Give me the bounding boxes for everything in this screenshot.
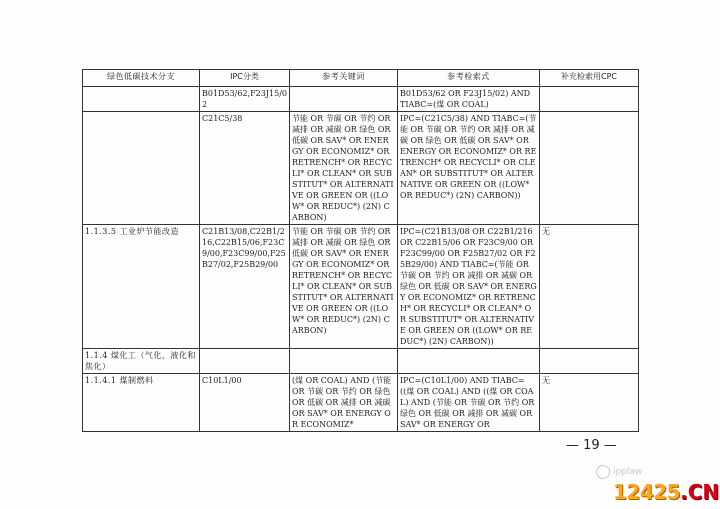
site-logo[interactable] [613, 474, 720, 509]
table-row [83, 112, 639, 225]
cell-ipc: C10L1/00 [200, 374, 290, 432]
cell-ipc: C21C5/38 [200, 112, 290, 225]
table-row [83, 225, 639, 349]
cell-branch: 1.1.4 煤化工（气化、液化和焦化） [83, 349, 200, 374]
header-ipc: IPC分类 [200, 70, 290, 87]
table-row [83, 349, 639, 374]
cell-query: IPC=(C10L1/00) AND TIABC=((煤 OR COAL) AND ((煤 OR COAL) AND (节能 OR 节碳 OR 节约 OR 绿色 OR 低碳 OR 减排 OR 减碳 OR SAV* OR ENERGY OR [398, 374, 540, 432]
header-cpc: 补充检索用CPC [540, 70, 639, 87]
cell-cpc [540, 349, 639, 374]
cell-cpc [540, 87, 639, 112]
cell-ipc: C21B13/08,C22B1/216,C22B15/06,F23C9/00,F23C99/00,F25B27/02,F25B29/00 [200, 225, 290, 349]
page-number: — 19 — [566, 438, 617, 453]
cell-keywords: 节能 OR 节碳 OR 节约 OR 减排 OR 减碳 OR 绿色 OR 低碳 OR SAV* OR ENERGY OR ECONOMIZ* OR RETRENCH* OR RECYCLI* OR CLEAN* OR SUBSTITUT* OR ALTERNATIVE OR GREEN OR ((LOW* OR REDUC*) (2N) CARBON) [290, 225, 398, 349]
cell-query: B01D53/62 OR F23J15/02) AND TIABC=(煤 OR COAL) [398, 87, 540, 112]
cell-ipc: B01D53/62,F23J15/02 [200, 87, 290, 112]
logo-domain: .CN [680, 479, 720, 504]
cell-cpc: 无 [540, 225, 639, 349]
cell-keywords: 节能 OR 节碳 OR 节约 OR 减排 OR 减碳 OR 绿色 OR 低碳 OR SAV* OR ENERGY OR ECONOMIZ* OR RETRENCH* OR RECYCLI* OR CLEAN* OR SUBSTITUT* OR ALTERNATIVE OR GREEN OR ((LOW* OR REDUC*) (2N) CARBON) [290, 112, 398, 225]
watermark-text: ipplaw [613, 467, 643, 477]
logo-number: 12425 [613, 479, 681, 504]
cell-cpc [540, 112, 639, 225]
cell-query: IPC=(C21C5/38) AND TIABC=(节能 OR 节碳 OR 节约 OR 减排 OR 减碳 OR 绿色 OR 低碳 OR SAV* OR ENERGY OR ECONOMIZ* OR RETRENCH* OR RECYCLI* OR CLEAN* OR SUBSTITUT* OR ALTERNATIVE OR GREEN OR ((LOW* OR REDUC*) (2N) CARBON)) [398, 112, 540, 225]
table-header-row [83, 70, 639, 87]
cell-branch: 1.1.4.1 煤制燃料 [83, 374, 200, 432]
cell-ipc [200, 349, 290, 374]
cell-keywords [290, 349, 398, 374]
cell-query [398, 349, 540, 374]
cell-query: IPC=(C21B13/08 OR C22B1/216 OR C22B15/06 OR F23C9/00 OR F23C99/00 OR F25B27/02 OR F25B29/00) AND TIABC=(节能 OR 节碳 OR 节约 OR 减排 OR 减碳 OR 绿色 OR 低碳 OR SAV* OR ENERGY OR ECONOMIZ* OR RETRENCH* OR RECYCLI* OR CLEAN* OR SUBSTITUT* OR ALTERNATIVE OR GREEN OR ((LOW* OR REDUC*) (2N) CARBON)) [398, 225, 540, 349]
header-branch: 绿色低碳技术分支 [83, 70, 200, 87]
ipc-keyword-table [82, 69, 639, 432]
cell-branch [83, 87, 200, 112]
table-row [83, 374, 639, 432]
cell-keywords: (煤 OR COAL) AND (节能 OR 节碳 OR 节约 OR 绿色 OR 低碳 OR 减排 OR 减碳 OR SAV* OR ENERGY OR ECONOMIZ* [290, 374, 398, 432]
cell-branch: 1.1.3.5 工业炉节能改造 [83, 225, 200, 349]
cell-keywords [290, 87, 398, 112]
cell-cpc: 无 [540, 374, 639, 432]
cell-branch [83, 112, 200, 225]
wechat-icon [596, 465, 610, 479]
header-keywords: 参考关键词 [290, 70, 398, 87]
header-query: 参考检索式 [398, 70, 540, 87]
table-row [83, 87, 639, 112]
